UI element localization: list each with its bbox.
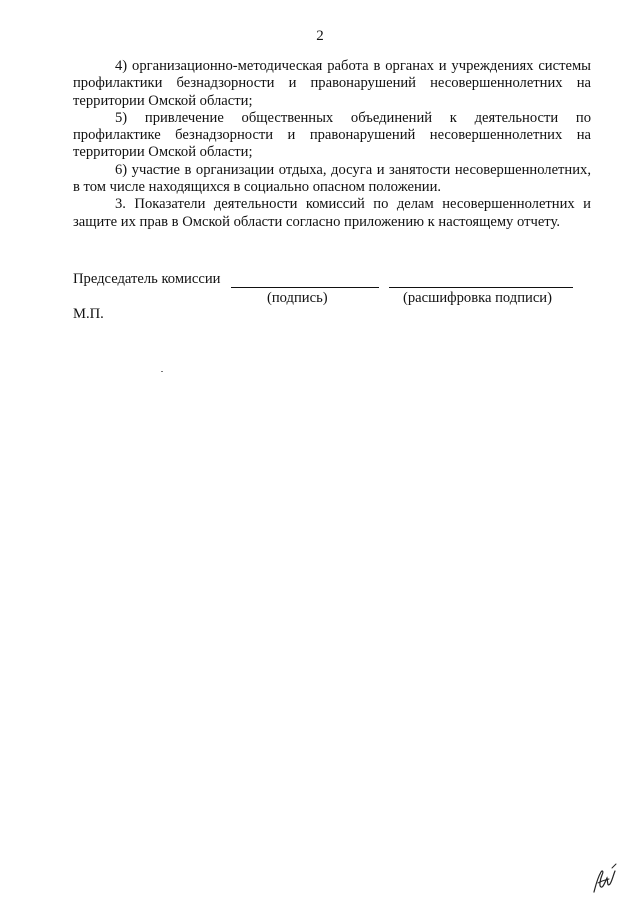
page-number: 2 bbox=[316, 28, 324, 44]
decoding-caption: (расшифровка подписи) bbox=[403, 290, 552, 306]
document-body bbox=[73, 58, 591, 231]
handwritten-initials-icon bbox=[589, 862, 619, 898]
paragraph-item-5: 5) привлечение общественных объединений к деятельности по профилактике безнадзорности и правонарушений несовершеннолетних на территории Омской области; bbox=[73, 109, 591, 161]
signature-decoding-line bbox=[389, 287, 573, 288]
paragraph-section-3: 3. Показатели деятельности комиссий по делам несовершеннолетних и защите их прав в Омской области согласно приложению к настоящему отчету. bbox=[73, 196, 591, 230]
scan-speck bbox=[161, 371, 163, 372]
seal-label: М.П. bbox=[73, 306, 104, 322]
paragraph-item-6: 6) участие в организации отдыха, досуга и занятости несовершеннолетних, в том числе находящихся в социально опасном положении. bbox=[73, 161, 591, 196]
signature-block bbox=[73, 271, 591, 308]
signature-row bbox=[73, 271, 591, 289]
chairman-label: Председатель комиссии bbox=[73, 271, 221, 287]
paragraph-item-4: 4) организационно-методическая работа в органах и учреждениях системы профилактики безнадзорности и правонарушений несовершеннолетних на территории Омской области; bbox=[73, 58, 591, 109]
signature-captions bbox=[73, 290, 591, 308]
signature-line bbox=[231, 287, 379, 288]
signature-caption: (подпись) bbox=[267, 290, 328, 306]
